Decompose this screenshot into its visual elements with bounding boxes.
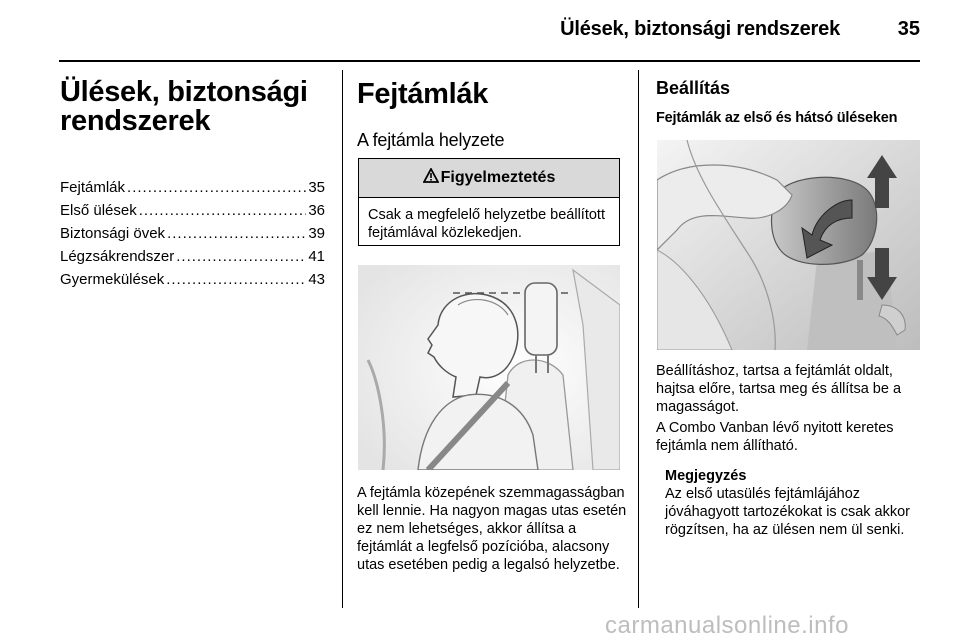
headrest-position-illustration bbox=[358, 265, 620, 470]
warning-header bbox=[359, 159, 619, 198]
toc-leader-dots bbox=[176, 245, 306, 268]
warning-triangle-icon bbox=[423, 168, 439, 188]
watermark: carmanualsonline.info bbox=[605, 612, 849, 639]
toc-entry[interactable] bbox=[60, 245, 325, 268]
note-block bbox=[665, 467, 927, 539]
column-divider bbox=[342, 70, 343, 608]
toc-entry-page: 39 bbox=[308, 225, 325, 242]
toc-entry[interactable] bbox=[60, 199, 325, 222]
toc-leader-dots bbox=[139, 199, 307, 222]
section-title: Fejtámlák bbox=[357, 78, 489, 110]
adjustment-paragraph: Beállításhoz, tartsa a fejtámlát oldalt, hajtsa előre, tartsa meg és állítsa be a magasságot. bbox=[656, 363, 902, 415]
toc-entry-label: Biztonsági övek bbox=[60, 225, 166, 242]
toc-entry-page: 35 bbox=[308, 179, 325, 196]
combo-van-paragraph: A Combo Vanban lévő nyitott keretes fejtámla nem állítható. bbox=[656, 420, 894, 454]
note-text: Az első utasülés fejtámlájához jóváhagyott tartozékokat is csak akkor rögzítsen, ha az ülésen nem ül senki. bbox=[665, 486, 911, 538]
headrest-position-paragraph: A fejtámla közepének szemmagasságban kell lennie. Ha nagyon magas utas esetén ez nem lehetséges, akkor állítsa a fejtámlát a legfelső pozícióba, alacsony utas esetében pedig a legalsó helyzetbe. bbox=[357, 485, 627, 573]
note-title: Megjegyzés bbox=[665, 468, 747, 484]
warning-box bbox=[358, 158, 620, 246]
toc-entry-page: 36 bbox=[308, 202, 325, 219]
running-header-title: Ülések, biztonsági rendszerek bbox=[560, 18, 840, 40]
page-number: 35 bbox=[897, 18, 920, 40]
toc-entry-label: Első ülések bbox=[60, 202, 137, 219]
warning-title: Figyelmeztetés bbox=[440, 169, 556, 186]
toc-leader-dots bbox=[127, 176, 306, 199]
toc-leader-dots bbox=[167, 222, 306, 245]
chapter-title: Ülések, biztonsági rendszerek bbox=[60, 76, 308, 137]
toc-entry-page: 43 bbox=[308, 271, 325, 288]
toc-entry[interactable] bbox=[60, 222, 325, 245]
subsubsection-title: Fejtámlák az első és hátsó üléseken bbox=[656, 110, 898, 126]
toc-leader-dots bbox=[166, 268, 306, 291]
table-of-contents bbox=[60, 176, 325, 291]
header-rule bbox=[59, 60, 920, 62]
column-divider bbox=[638, 70, 639, 608]
toc-entry-page: 41 bbox=[308, 248, 325, 265]
subsection-title-adjustment: Beállítás bbox=[656, 78, 731, 98]
toc-entry[interactable] bbox=[60, 268, 325, 291]
toc-entry-label: Gyermekülések bbox=[60, 271, 165, 288]
toc-entry-label: Fejtámlák bbox=[60, 179, 126, 196]
warning-text: Csak a megfelelő helyzetbe beállított fejtámlával közlekedjen. bbox=[368, 207, 605, 241]
toc-entry[interactable] bbox=[60, 176, 325, 199]
subsection-title: A fejtámla helyzete bbox=[357, 130, 505, 150]
toc-entry-label: Légzsákrendszer bbox=[60, 248, 175, 265]
headrest-adjustment-illustration bbox=[657, 140, 920, 350]
